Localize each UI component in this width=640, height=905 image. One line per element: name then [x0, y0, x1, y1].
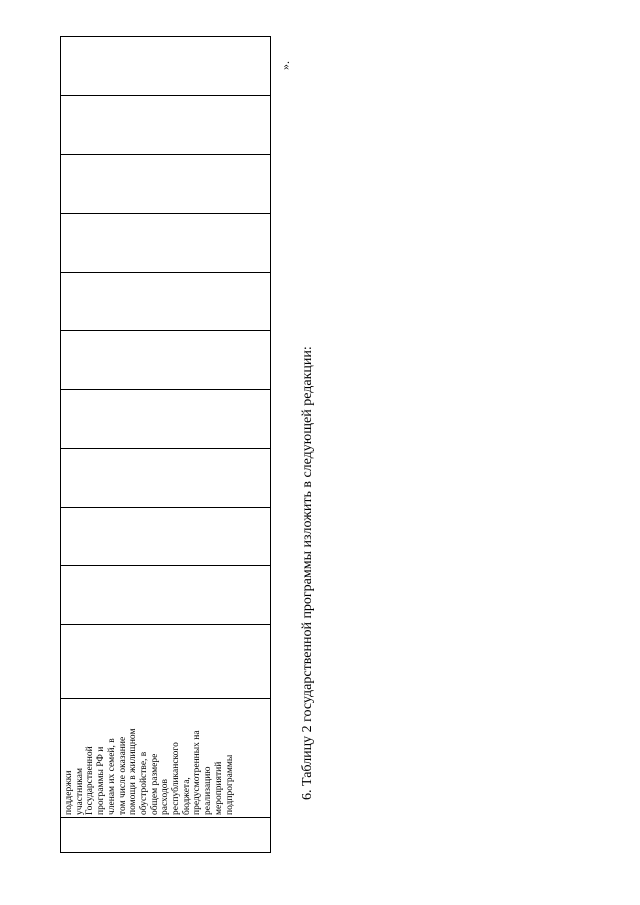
- table-column-divider: [61, 565, 270, 566]
- row-label-line: реализацию: [203, 766, 214, 815]
- table-column-divider: [61, 389, 270, 390]
- closing-quote-mark: ».: [278, 61, 292, 70]
- row-label-line: бюджета,: [181, 777, 192, 815]
- row-label-line: помощи в жилищном: [128, 728, 139, 815]
- row-label-line: том числе оказание: [117, 736, 128, 815]
- row-label-line: членам их семей, в: [106, 738, 117, 815]
- table-column-divider: [61, 448, 270, 449]
- table-column-divider: [61, 330, 270, 331]
- table-column-divider: [61, 624, 270, 625]
- table-column-divider: [61, 154, 270, 155]
- table-column-divider: [61, 698, 270, 699]
- row-label-line: Государственной: [85, 746, 96, 815]
- row-label-line: поддержки: [64, 770, 74, 815]
- row-label-line: расходов: [160, 779, 171, 815]
- row-label-line: мероприятий: [213, 761, 224, 815]
- row-label-line: программы РФ и: [96, 746, 107, 815]
- row-label-line: республиканского: [171, 742, 182, 815]
- row-label-line: обустройстве, в: [138, 751, 149, 815]
- table-column-divider: [61, 213, 270, 214]
- table-column-divider: [61, 507, 270, 508]
- table-column-divider: [61, 95, 270, 96]
- table-column-divider: [61, 817, 270, 818]
- row-label-line: общем размере: [149, 753, 160, 815]
- row-label-line: предусмотренных на: [192, 730, 203, 815]
- table-row-label: [64, 728, 235, 815]
- row-label-line: участникам: [74, 768, 85, 815]
- table-column-divider: [61, 272, 270, 273]
- section-heading: 6. Таблицу 2 государственной программы изложить в следующей редакции:: [300, 346, 315, 800]
- row-label-line: подпрограммы: [224, 754, 235, 815]
